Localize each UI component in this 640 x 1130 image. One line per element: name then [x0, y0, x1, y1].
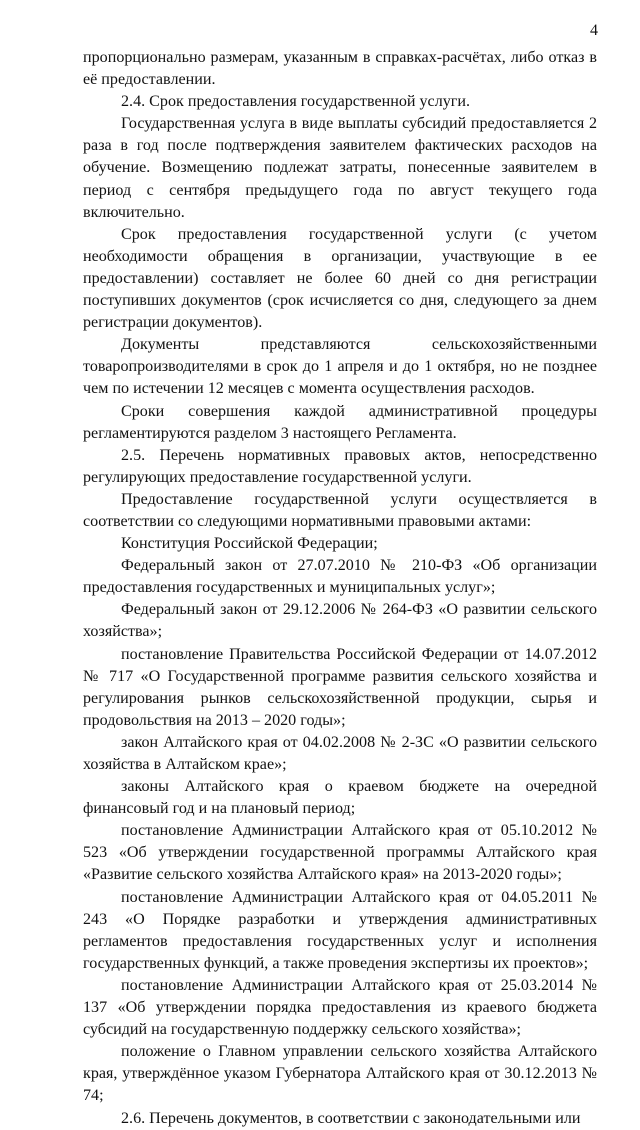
page-number: 4 [590, 22, 598, 39]
paragraph-continuation: пропорционально размерам, указанным в справках-расчётах, либо отказ в её предоставлении. [83, 49, 597, 89]
list-item-resolution-243: постановление Администрации Алтайского края от 04.05.2011 № 243 «О Порядке разработки и утверждения административных регламентов предоставления государственных услуг и исполнения государственных функций, а также проведения экспертизы их проектов»; [83, 888, 597, 972]
list-item-law-210: Федеральный закон от 27.07.2010 № 210-ФЗ «Об организации предоставления государственных и муниципальных услуг»; [83, 557, 597, 597]
list-item-law-264: Федеральный закон от 29.12.2006 № 264-ФЗ «О развитии сельского хозяйства»; [83, 601, 597, 641]
list-item-resolution-523: постановление Администрации Алтайского края от 05.10.2012 № 523 «Об утверждении государственной программы Алтайского края «Развитие сельского хозяйства Алтайского края» на 2013-2020 годы»; [83, 822, 597, 884]
list-item-budget-laws: законы Алтайского края о краевом бюджете на очередной финансовый год и на плановый период; [83, 778, 597, 818]
section-2-4-heading: 2.4. Срок предоставления государственной услуги. [121, 93, 471, 111]
paragraph-service-term: Срок предоставления государственной услуги (с учетом необходимости обращения в организации, участвующие в ее предоставлении) составляет не более 60 дней со дня регистрации поступивших документов (срок исчисляется со дня, следующего за днем регистрации документов). [83, 225, 597, 332]
paragraph-subsidy-payment: Государственная услуга в виде выплаты субсидий предоставляется 2 раза в год после подтверждения заявителем фактических расходов на обучение. Возмещению подлежат затраты, понесенные заявителем в период с сентября предыдущего года по август текущего года включительно. [83, 115, 597, 221]
list-item-resolution-717: постановление Правительства Российской Федерации от 14.07.2012 № 717 «О Государственной программе развития сельского хозяйства и регулирования рынков сельскохозяйственной продукции, сырья и продовольствия на 2013 – 2020 годы»; [83, 645, 597, 729]
section-2-5-heading: 2.5. Перечень нормативных правовых актов, непосредственно регулирующих предоставление государственной услуги. [83, 446, 597, 486]
list-item-regulation: положение о Главном управлении сельского хозяйства Алтайского края, утверждённое указом Губернатора Алтайского края от 30.12.2013 № 74; [83, 1043, 597, 1105]
paragraph-procedure-terms: Сроки совершения каждой административной процедуры регламентируются разделом 3 настоящего Регламента. [83, 402, 597, 442]
section-2-6-heading: 2.6. Перечень документов, в соответствии с законодательными или [121, 1109, 581, 1127]
list-item-resolution-137: постановление Администрации Алтайского края от 25.03.2014 № 137 «Об утверждении порядка предоставления из краевого бюджета субсидий на государственную поддержку сельского хозяйства»; [83, 976, 597, 1039]
list-item-constitution: Конституция Российской Федерации; [121, 535, 378, 553]
list-item-law-2-zs: закон Алтайского края от 04.02.2008 № 2-ЗС «О развитии сельского хозяйства в Алтайском крае»; [83, 733, 597, 773]
paragraph-legal-acts-intro: Предоставление государственной услуги осуществляется в соответствии со следующими нормативными правовыми актами: [83, 490, 597, 530]
document-body [83, 47, 597, 1130]
paragraph-document-deadlines: Документы представляются сельскохозяйственными товаропроизводителями в срок до 1 апреля и до 1 октября, но не позднее чем по истечении 12 месяцев с момента осуществления расходов. [83, 336, 597, 398]
